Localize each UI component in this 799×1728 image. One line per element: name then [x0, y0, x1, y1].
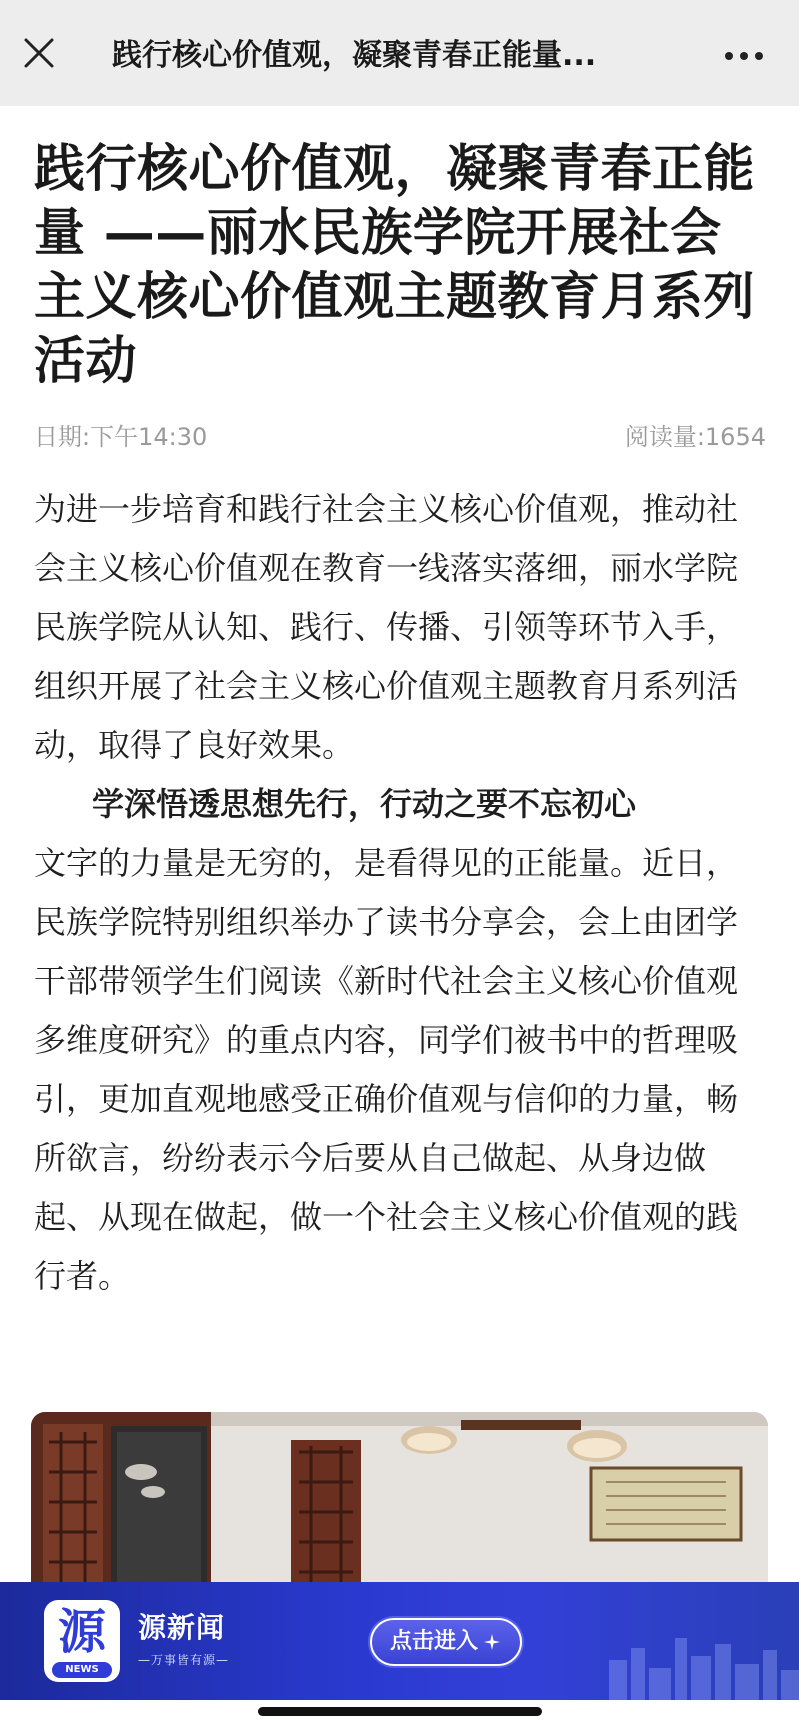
- app-name: 源新闻: [138, 1611, 226, 1644]
- article-content: [34, 138, 766, 1306]
- top-navigation-bar: [0, 0, 799, 106]
- home-indicator[interactable]: [258, 1707, 542, 1716]
- enter-app-button[interactable]: [370, 1618, 522, 1666]
- enter-app-label: 点击进入: [389, 1629, 478, 1654]
- app-slogan: —万事皆有源—: [138, 1653, 230, 1667]
- app-promo-banner[interactable]: [0, 1582, 799, 1700]
- article-title: 践行核心价值观，凝聚青春正能量 ——丽水民族学院开展社会主义核心价值观主题教育月系列活动: [34, 140, 756, 391]
- read-count: 阅读量:1654: [624, 423, 766, 451]
- article-meta: [34, 420, 766, 454]
- app-logo[interactable]: [44, 1600, 120, 1682]
- section-body-paragraph: 文字的力量是无穷的，是看得见的正能量。近日，民族学院特别组织举办了读书分享会，会上由团学干部带领学生们阅读《新时代社会主义核心价值观多维度研究》的重点内容，同学们被书中的哲理吸引，更加直观地感受正确价值观与信仰的力量，畅所欲言，纷纷表示今后要从自己做起、从身边做起、从现在做起，做一个社会主义核心价值观的践行者。: [34, 844, 739, 1295]
- skyline-decoration: [599, 1620, 799, 1700]
- more-dots-icon[interactable]: [722, 44, 766, 68]
- app-logo-caption: NEWS: [52, 1662, 112, 1678]
- section-heading: 学深悟透思想先行，行动之要不忘初心: [92, 785, 637, 823]
- app-logo-char: 源: [57, 1604, 106, 1660]
- sparkle-icon: [482, 1632, 502, 1652]
- page-title: 践行核心价值观，凝聚青春正能量...: [112, 38, 597, 73]
- close-icon[interactable]: [22, 36, 56, 70]
- publish-date: 日期:下午14:30: [34, 423, 208, 451]
- article-intro-paragraph: 为进一步培育和践行社会主义核心价值观，推动社会主义核心价值观在教育一线落实落细，丽水学院民族学院从认知、践行、传播、引领等环节入手，组织开展了社会主义核心价值观主题教育月系列活动，取得了良好效果。: [34, 490, 739, 764]
